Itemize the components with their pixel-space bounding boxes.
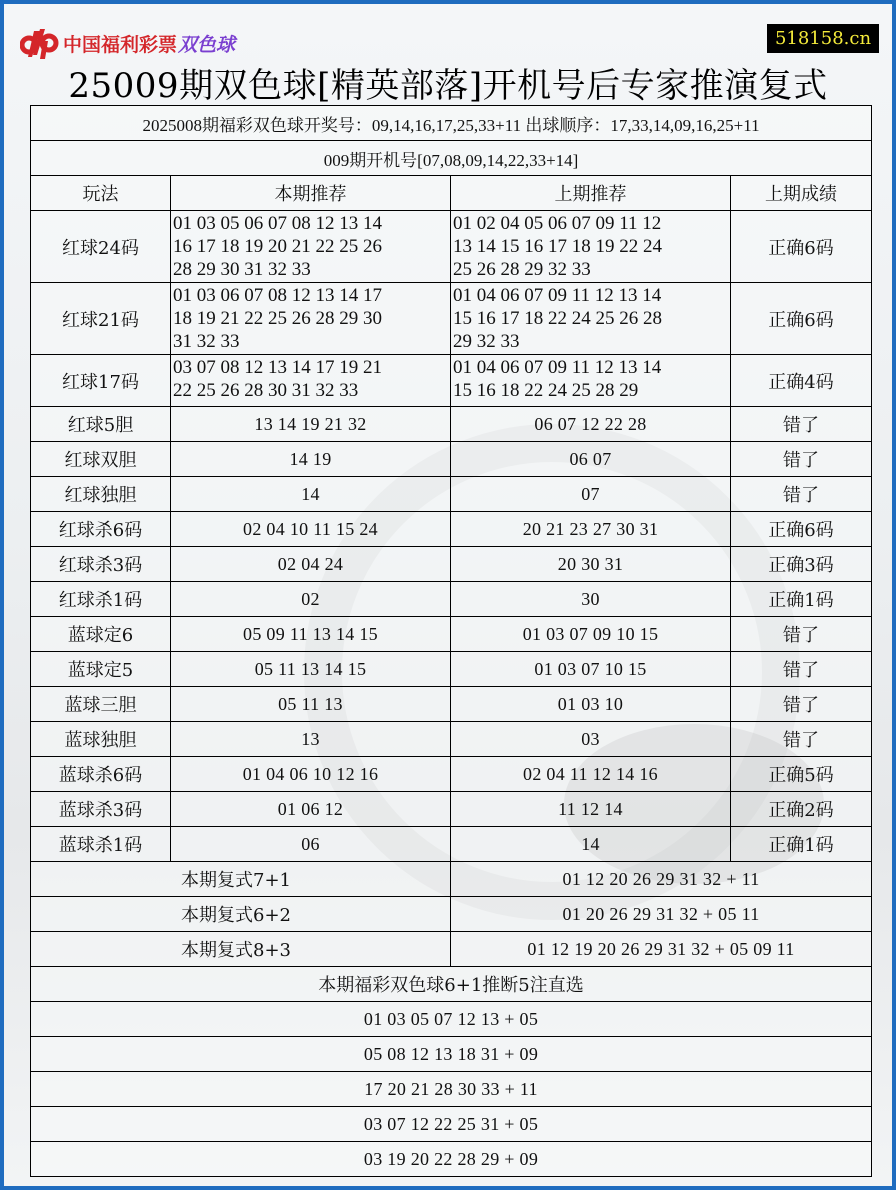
table-row — [31, 211, 872, 283]
current-numbers — [171, 283, 451, 355]
column-header-method: 玩法 — [31, 176, 171, 211]
fushi-label: 本期复式6+2 — [31, 897, 451, 932]
result-text: 错了 — [731, 477, 872, 512]
number-line: 15 16 17 18 22 24 25 26 28 — [453, 308, 662, 329]
table-row — [31, 827, 872, 862]
welfare-lottery-logo-icon — [20, 27, 60, 59]
table-header-row — [31, 176, 872, 211]
table-row — [31, 512, 872, 547]
result-text: 错了 — [731, 722, 872, 757]
table-row — [31, 687, 872, 722]
direct-pick: 03 19 20 22 28 29 + 09 — [31, 1142, 872, 1177]
result-text: 正确1码 — [731, 827, 872, 862]
row-label: 蓝球三胆 — [31, 687, 171, 722]
number-line: 22 25 26 28 30 31 32 33 — [173, 380, 359, 401]
current-numbers: 05 11 13 14 15 — [171, 652, 451, 687]
lottery-logo — [20, 26, 235, 60]
row-label: 蓝球定6 — [31, 617, 171, 652]
page-frame — [4, 4, 892, 1186]
current-numbers — [171, 211, 451, 283]
result-text: 错了 — [731, 407, 872, 442]
current-numbers: 14 19 — [171, 442, 451, 477]
previous-numbers: 20 21 23 27 30 31 — [451, 512, 731, 547]
machine-number-line: 009期开机号[07,08,09,14,22,33+14] — [31, 141, 872, 176]
current-numbers: 13 — [171, 722, 451, 757]
table-row — [31, 757, 872, 792]
table-row — [31, 547, 872, 582]
site-badge: 518158.cn — [767, 24, 879, 53]
column-header-result: 上期成绩 — [731, 176, 872, 211]
previous-numbers: 14 — [451, 827, 731, 862]
previous-numbers: 06 07 12 22 28 — [451, 407, 731, 442]
direct-pick: 01 03 05 07 12 13 + 05 — [31, 1002, 872, 1037]
direct-picks-title: 本期福彩双色球6+1推断5注直选 — [31, 967, 872, 1002]
row-label: 蓝球独胆 — [31, 722, 171, 757]
fushi-numbers: 01 12 20 26 29 31 32 + 11 — [451, 862, 872, 897]
table-row — [31, 407, 872, 442]
previous-numbers: 07 — [451, 477, 731, 512]
previous-numbers: 06 07 — [451, 442, 731, 477]
current-numbers: 06 — [171, 827, 451, 862]
current-numbers: 05 11 13 — [171, 687, 451, 722]
previous-numbers: 01 03 07 10 15 — [451, 652, 731, 687]
row-label: 红球杀3码 — [31, 547, 171, 582]
current-numbers: 05 09 11 13 14 15 — [171, 617, 451, 652]
result-text: 错了 — [731, 652, 872, 687]
previous-numbers — [451, 211, 731, 283]
row-label: 红球双胆 — [31, 442, 171, 477]
result-text: 正确1码 — [731, 582, 872, 617]
result-text: 正确6码 — [731, 512, 872, 547]
result-text: 正确5码 — [731, 757, 872, 792]
row-label: 蓝球杀1码 — [31, 827, 171, 862]
table-row — [31, 477, 872, 512]
prediction-table — [30, 105, 872, 1177]
row-label: 红球独胆 — [31, 477, 171, 512]
logo-text-welfare: 中国福利彩票 — [63, 33, 178, 56]
number-line: 01 02 04 05 06 07 09 11 12 — [453, 213, 662, 234]
result-text: 错了 — [731, 442, 872, 477]
draw-result-line: 2025008期福彩双色球开奖号：09,14,16,17,25,33+11 出球顺序：17,33,14,09,16,25+11 — [31, 106, 872, 141]
row-label: 红球21码 — [31, 283, 171, 355]
number-line: 29 32 33 — [453, 331, 520, 352]
previous-numbers: 01 03 07 09 10 15 — [451, 617, 731, 652]
direct-pick: 17 20 21 28 30 33 + 11 — [31, 1072, 872, 1107]
number-line: 01 03 06 07 08 12 13 14 17 — [173, 285, 382, 306]
table-row — [31, 283, 872, 355]
logo-text-ssq: 双色球 — [178, 33, 236, 56]
current-numbers: 14 — [171, 477, 451, 512]
number-line: 13 14 15 16 17 18 19 22 24 — [453, 236, 662, 257]
row-label: 红球杀1码 — [31, 582, 171, 617]
row-label: 红球17码 — [31, 355, 171, 407]
result-text: 错了 — [731, 617, 872, 652]
current-numbers: 02 04 24 — [171, 547, 451, 582]
result-text: 正确2码 — [731, 792, 872, 827]
direct-pick: 03 07 12 22 25 31 + 05 — [31, 1107, 872, 1142]
fushi-row — [31, 862, 872, 897]
previous-numbers: 30 — [451, 582, 731, 617]
previous-numbers: 02 04 11 12 14 16 — [451, 757, 731, 792]
column-header-current: 本期推荐 — [171, 176, 451, 211]
fushi-label: 本期复式8+3 — [31, 932, 451, 967]
result-text: 正确4码 — [731, 355, 872, 407]
number-line: 28 29 30 31 32 33 — [173, 259, 311, 280]
table-row — [31, 617, 872, 652]
row-label: 红球24码 — [31, 211, 171, 283]
result-text: 正确6码 — [731, 283, 872, 355]
table-row — [31, 442, 872, 477]
direct-pick: 05 08 12 13 18 31 + 09 — [31, 1037, 872, 1072]
row-label: 红球杀6码 — [31, 512, 171, 547]
current-numbers: 01 04 06 10 12 16 — [171, 757, 451, 792]
current-numbers: 01 06 12 — [171, 792, 451, 827]
number-line: 03 07 08 12 13 14 17 19 21 — [173, 357, 382, 378]
current-numbers: 02 — [171, 582, 451, 617]
row-label: 蓝球定5 — [31, 652, 171, 687]
table-row — [31, 355, 872, 407]
fushi-row — [31, 932, 872, 967]
current-numbers: 13 14 19 21 32 — [171, 407, 451, 442]
fushi-row — [31, 897, 872, 932]
previous-numbers — [451, 283, 731, 355]
table-row — [31, 792, 872, 827]
fushi-numbers: 01 20 26 29 31 32 + 05 11 — [451, 897, 872, 932]
number-line: 01 04 06 07 09 11 12 13 14 — [453, 285, 662, 306]
row-label: 红球5胆 — [31, 407, 171, 442]
result-text: 正确6码 — [731, 211, 872, 283]
table-row — [31, 722, 872, 757]
previous-numbers: 20 30 31 — [451, 547, 731, 582]
number-line: 01 04 06 07 09 11 12 13 14 — [453, 357, 662, 378]
page-title: 25009期双色球[精英部落]开机号后专家推演复式 — [68, 66, 828, 106]
row-label: 蓝球杀6码 — [31, 757, 171, 792]
number-line: 01 03 05 06 07 08 12 13 14 — [173, 213, 382, 234]
current-numbers: 02 04 10 11 15 24 — [171, 512, 451, 547]
fushi-numbers: 01 12 19 20 26 29 31 32 + 05 09 11 — [451, 932, 872, 967]
result-text: 正确3码 — [731, 547, 872, 582]
table-row — [31, 582, 872, 617]
table-row — [31, 652, 872, 687]
number-line: 15 16 18 22 24 25 28 29 — [453, 380, 639, 401]
row-label: 蓝球杀3码 — [31, 792, 171, 827]
number-line: 31 32 33 — [173, 331, 240, 352]
result-text: 错了 — [731, 687, 872, 722]
fushi-label: 本期复式7+1 — [31, 862, 451, 897]
number-line: 16 17 18 19 20 21 22 25 26 — [173, 236, 382, 257]
column-header-previous: 上期推荐 — [451, 176, 731, 211]
current-numbers — [171, 355, 451, 407]
previous-numbers: 03 — [451, 722, 731, 757]
previous-numbers: 11 12 14 — [451, 792, 731, 827]
number-line: 25 26 28 29 32 33 — [453, 259, 591, 280]
number-line: 18 19 21 22 25 26 28 29 30 — [173, 308, 382, 329]
previous-numbers — [451, 355, 731, 407]
previous-numbers: 01 03 10 — [451, 687, 731, 722]
